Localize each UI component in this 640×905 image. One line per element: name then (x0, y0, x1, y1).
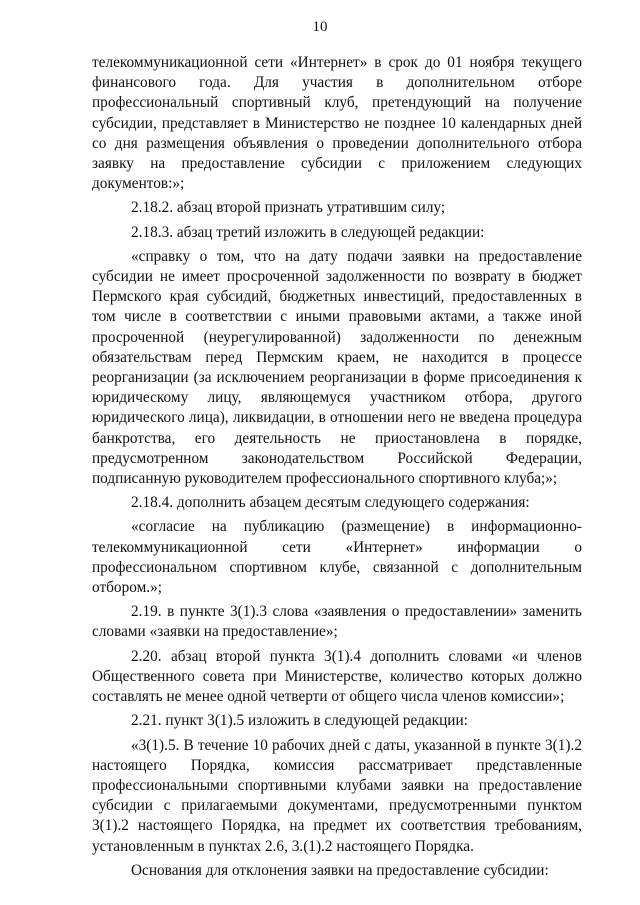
paragraph: 2.18.4. дополнить абзацем десятым следующего содержания: (131, 494, 530, 512)
paragraph: 2.18.3. абзац третий изложить в следующей редакции: (131, 223, 485, 241)
paragraph: «согласие на публикацию (размещение) в информационно-телекоммуникационной сети «Интернет» информации о профессиональном спортивном клубе, связанной с дополнительным отбором.»; (92, 518, 582, 597)
paragraph: «справку о том, что на дату подачи заявки на предоставление субсидии не имеет просроченной задолженности по возврату в бюджет Пермского края субсидий, бюджетных инвестиций, предоставленных в том числе в соответствии с иными правовыми актами, а также иной просроченной (неурегулированной) задолженности по денежным обязательствам перед Пермским краем, не находится в процессе реорганизации (за исключением реорганизации в форме присоединения к юридическому лицу, являющемуся участником отбора, другого юридического лица), ликвидации, в отношении него не введена процедура банкротства, его деятельность не приостановлена в порядке, предусмотренном законодательством Российской Федерации, подписанную руководителем профессионального спортивного клуба;»; (92, 247, 582, 488)
paragraph: телекоммуникационной сети «Интернет» в срок до 01 ноября текущего финансового года. Для участия в дополнительном отборе профессиональный спортивный клуб, претендующий на получение субсидии, представляет в Министерство не позднее 10 календарных дней со дня размещения объявления о проведении дополнительного отбора заявку на предоставление субсидии с приложением следующих документов:»; (92, 54, 582, 193)
page-number: 10 (312, 19, 328, 35)
paragraph: Основания для отклонения заявки на предоставление субсидии: (131, 861, 549, 879)
paragraph: 2.21. пункт 3(1).5 изложить в следующей редакции: (131, 712, 468, 730)
paragraph: «3(1).5. В течение 10 рабочих дней с даты, указанной в пункте 3(1).2 настоящего Порядка, комиссия рассматривает представленные профессиональными спортивными клубами заявки на предоставление субсидии с прилагаемыми документами, предусмотренными пунктом 3(1).2 настоящего Порядка, на предмет их соответствия требованиям, установленным в пунктах 2.6, 3.(1).2 настоящего Порядка. (92, 736, 582, 855)
document-body (92, 49, 582, 881)
paragraph: 2.18.2. абзац второй признать утратившим силу; (131, 199, 446, 217)
paragraph: 2.20. абзац второй пункта 3(1).4 дополнить словами «и членов Общественного совета при Министерстве, количество которых должно составлять не менее одной четверти от общего числа членов комиссии»; (92, 647, 582, 706)
paragraph: 2.19. в пункте 3(1).3 слова «заявления о предоставлении» заменить словами «заявки на предоставление»; (92, 603, 582, 641)
